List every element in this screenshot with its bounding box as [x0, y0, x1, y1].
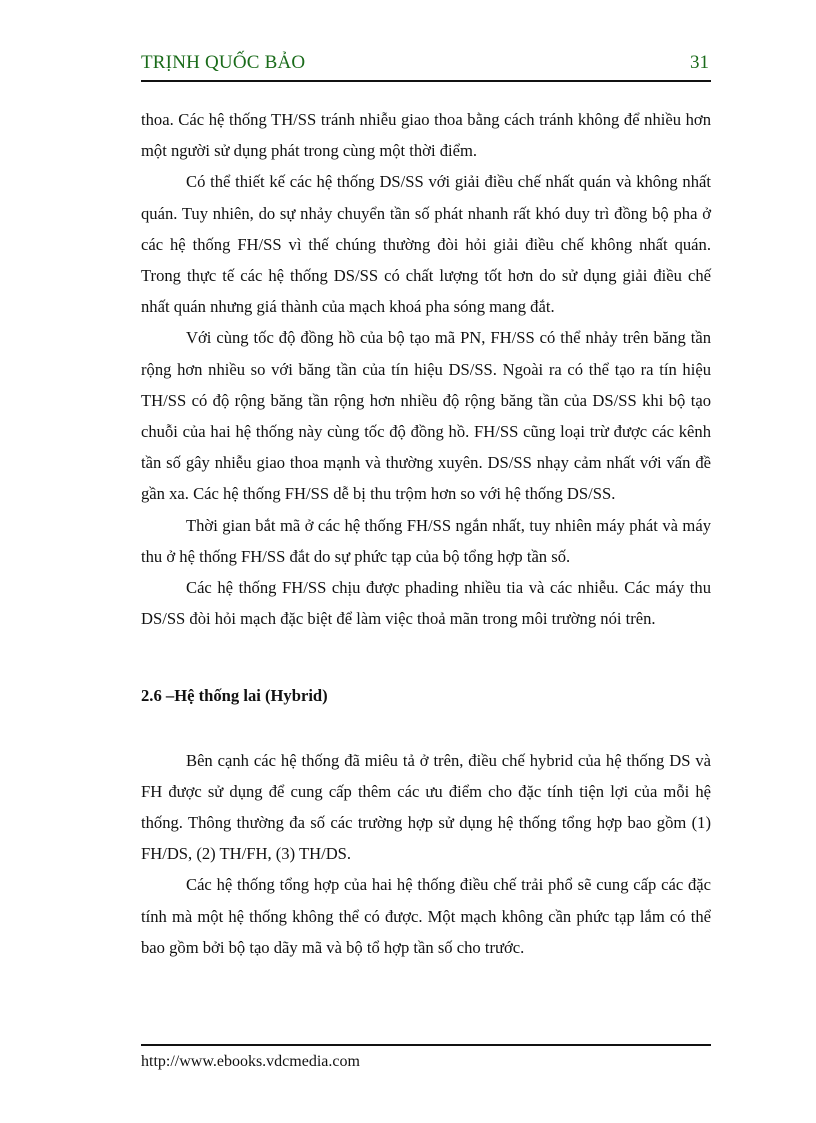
page-body	[141, 104, 711, 963]
paragraph-1: thoa. Các hệ thống TH/SS tránh nhiễu giao thoa bằng cách tránh không để nhiều hơn một người sử dụng phát trong cùng một thời điểm.	[141, 110, 711, 161]
paragraph-2: Có thể thiết kế các hệ thống DS/SS với giải điều chế nhất quán và không nhất quán. Tuy nhiên, do sự nhảy chuyển tần số phát nhanh rất khó duy trì đồng bộ pha ở các hệ thống FH/SS vì thế chúng thường đòi hỏi giải điều chế không nhất quán. Trong thực tế các hệ thống DS/SS có chất lượng tốt hơn do sử dụng giải điều chế nhất quán nhưng giá thành của mạch khoá pha sóng mang đắt.	[141, 172, 711, 317]
footer-url-link[interactable]: http://www.ebooks.vdcmedia.com	[141, 1053, 360, 1070]
page-header	[141, 52, 711, 82]
paragraph-5: Các hệ thống FH/SS chịu được phading nhiều tia và các nhiễu. Các máy thu DS/SS đòi hỏi mạch đặc biệt để làm việc thoả mãn trong môi trường nói trên.	[141, 578, 711, 629]
paragraph-3: Với cùng tốc độ đồng hồ của bộ tạo mã PN, FH/SS có thể nhảy trên băng tần rộng hơn nhiều so với băng tần của tín hiệu DS/SS. Ngoài ra có thể tạo ra tín hiệu TH/SS có độ rộng băng tần rộng hơn nhiều độ rộng băng tần của DS/SS khi bộ tạo chuỗi của hai hệ thống này cùng tốc độ đồng hồ. FH/SS cũng loại trừ được các kênh tần số gây nhiễu giao thoa mạnh và thường xuyên. DS/SS nhạy cảm nhất với vấn đề gần xa. Các hệ thống FH/SS dễ bị thu trộm hơn so với hệ thống DS/SS.	[141, 328, 711, 504]
header-author: TRỊNH QUỐC BẢO	[141, 52, 306, 73]
page-number: 31	[690, 52, 709, 73]
paragraph-7: Các hệ thống tổng hợp của hai hệ thống điều chế trải phổ sẽ cung cấp các đặc tính mà một hệ thống không thể có được. Một mạch không cần phức tạp lắm có thể bao gồm bởi bộ tạo dãy mã và bộ tổ hợp tần số cho trước.	[141, 875, 711, 957]
section-heading: 2.6 –Hệ thống lai (Hybrid)	[141, 686, 328, 706]
spacer	[141, 634, 711, 680]
paragraph-4: Thời gian bắt mã ở các hệ thống FH/SS ngắn nhất, tuy nhiên máy phát và máy thu ở hệ thống FH/SS đắt do sự phức tạp của bộ tổng hợp tần số.	[141, 515, 711, 566]
spacer	[141, 712, 711, 745]
paragraph-6: Bên cạnh các hệ thống đã miêu tả ở trên, điều chế hybrid của hệ thống DS và FH được sử dụng để cung cấp thêm các ưu điểm cho đặc tính tiện lợi của mỗi hệ thống. Thông thường đa số các trường hợp sử dụng hệ thống tổng hợp bao gồm (1) FH/DS, (2) TH/FH, (3) TH/DS.	[141, 750, 711, 864]
footer-divider	[141, 1044, 711, 1046]
header-divider	[141, 80, 711, 82]
